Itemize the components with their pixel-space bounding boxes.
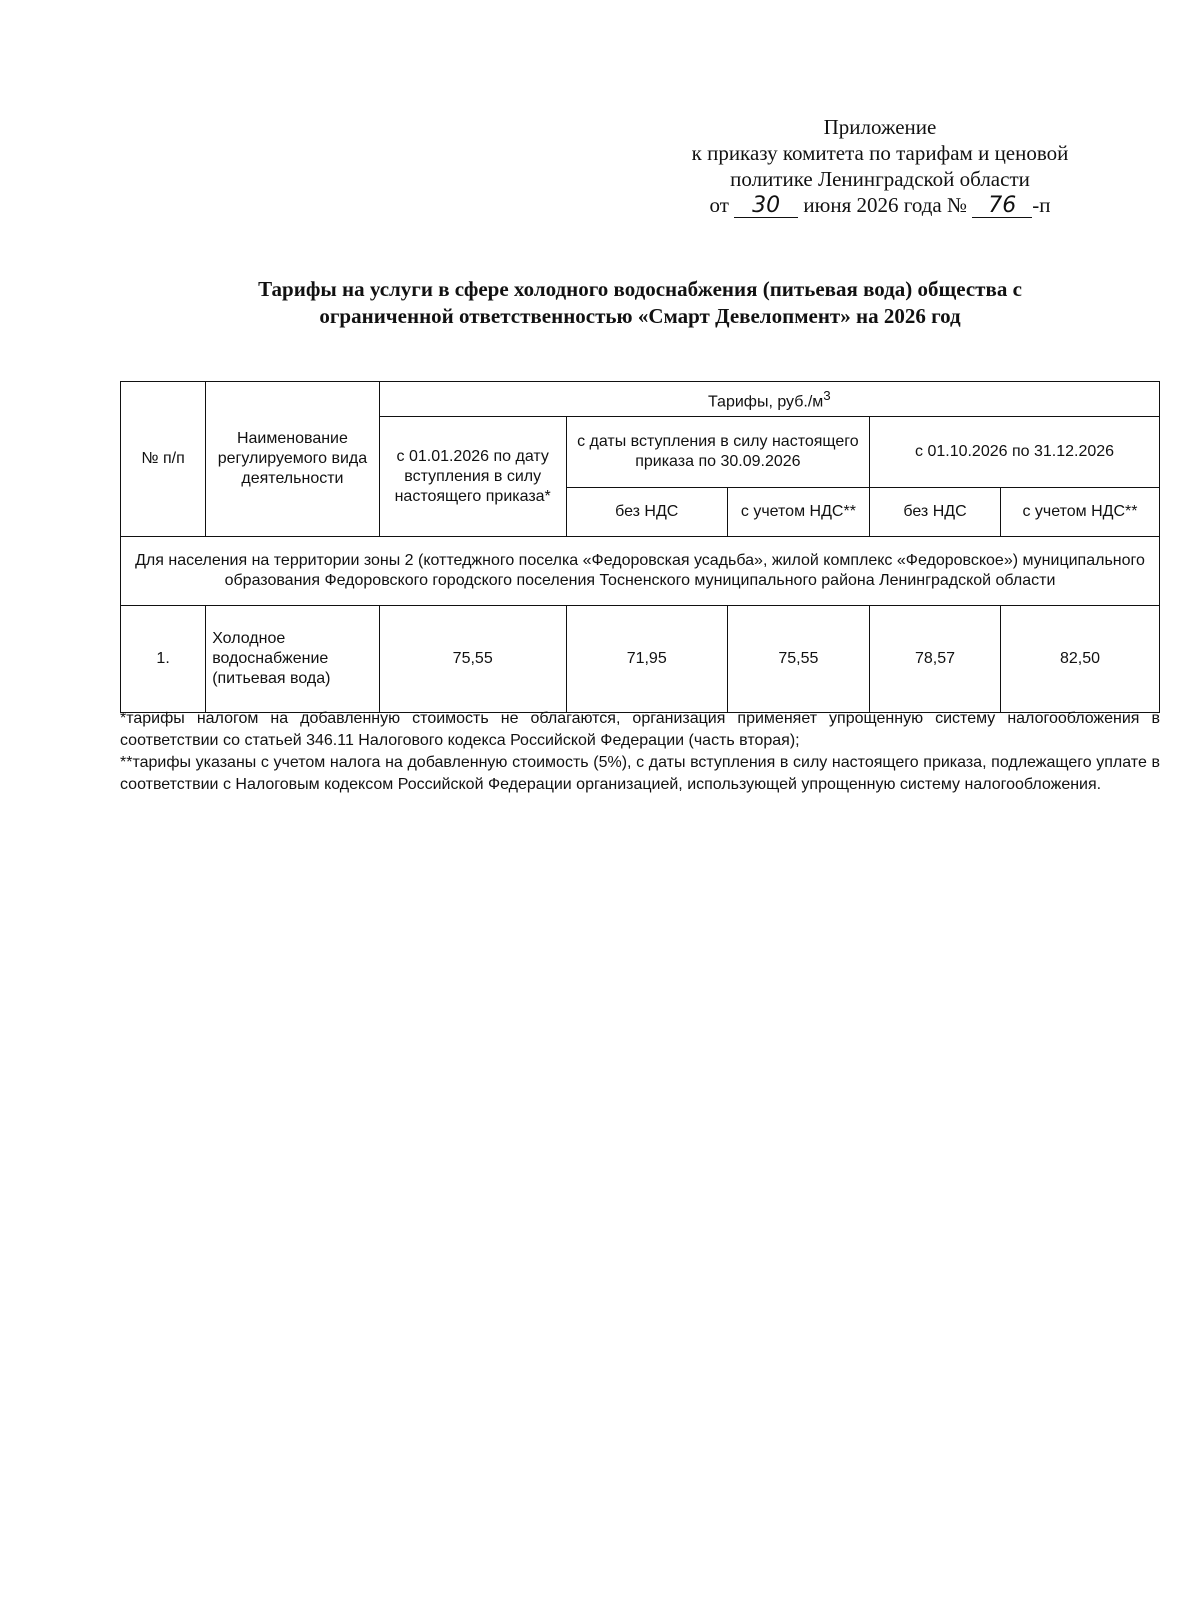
- title-line-1: Тарифы на услуги в сфере холодного водоснабжения (питьевая вода) общества с: [258, 277, 1022, 301]
- row-num: 1.: [121, 606, 206, 713]
- footnote-1: *тарифы налогом на добавленную стоимость не облагаются, организация применяет упрощенную систему налогообложения в соответствии со статьей 346.11 Налогового кодекса Российской Федерации (часть вторая);: [120, 710, 1160, 749]
- tariffs-table: [120, 381, 1160, 713]
- appendix-date-line: [655, 192, 1105, 218]
- header-row-1: [121, 382, 1160, 417]
- table-row: [121, 606, 1160, 713]
- row-value-p3-no-vat: 78,57: [870, 606, 1001, 713]
- group-caption: Для населения на территории зоны 2 (коттеджного поселка «Федоровская усадьба», жилой комплекс «Федоровское») муниципального образования Федоровского городского поселения Тосненского муниципального района Ленинградской области: [121, 537, 1160, 606]
- header-tariffs-unit-sup: 3: [823, 387, 831, 403]
- title-line-2: ограниченной ответственностью «Смарт Девелопмент» на 2026 год: [319, 304, 961, 328]
- date-middle: июня 2026 года №: [803, 193, 968, 217]
- appendix-committee: политике Ленинградской области: [730, 167, 1030, 191]
- row-value-p2-no-vat: 71,95: [566, 606, 727, 713]
- header-p2-with-vat: с учетом НДС**: [727, 488, 869, 537]
- header-period-2: с даты вступления в силу настоящего приказа по 30.09.2026: [566, 417, 869, 488]
- handwritten-day: 30: [734, 195, 798, 218]
- row-value-period1: 75,55: [379, 606, 566, 713]
- header-tariffs-label: Тарифы, руб./м: [707, 393, 824, 411]
- header-period-3: с 01.10.2026 по 31.12.2026: [870, 417, 1160, 488]
- appendix-header: [655, 114, 1105, 218]
- row-activity: Холодное водоснабжение (питьевая вода): [206, 606, 380, 713]
- group-row: [121, 537, 1160, 606]
- row-value-p2-with-vat: 75,55: [727, 606, 869, 713]
- header-num: № п/п: [121, 382, 206, 537]
- header-tariffs: [379, 382, 1159, 417]
- header-p3-with-vat: с учетом НДС**: [1000, 488, 1159, 537]
- order-suffix: -п: [1032, 193, 1051, 217]
- header-p3-no-vat: без НДС: [870, 488, 1001, 537]
- footnote-2: **тарифы указаны с учетом налога на добавленную стоимость (5%), с даты вступления в силу настоящего приказа, подлежащего уплате в соответствии с Налоговым кодексом Российской Федерации организацией, использующей упрощенную систему налогообложения.: [120, 754, 1160, 793]
- date-prefix: от: [709, 193, 729, 217]
- handwritten-order-number: 76: [972, 195, 1032, 218]
- header-period-1: с 01.01.2026 по дату вступления в силу настоящего приказа*: [379, 417, 566, 537]
- footnotes: [120, 708, 1160, 796]
- header-activity: Наименование регулируемого вида деятельности: [206, 382, 380, 537]
- appendix-order-ref: к приказу комитета по тарифам и ценовой: [691, 141, 1069, 165]
- appendix-label: Приложение: [823, 115, 937, 139]
- row-value-p3-with-vat: 82,50: [1000, 606, 1159, 713]
- header-p2-no-vat: без НДС: [566, 488, 727, 537]
- document-title: [120, 276, 1160, 330]
